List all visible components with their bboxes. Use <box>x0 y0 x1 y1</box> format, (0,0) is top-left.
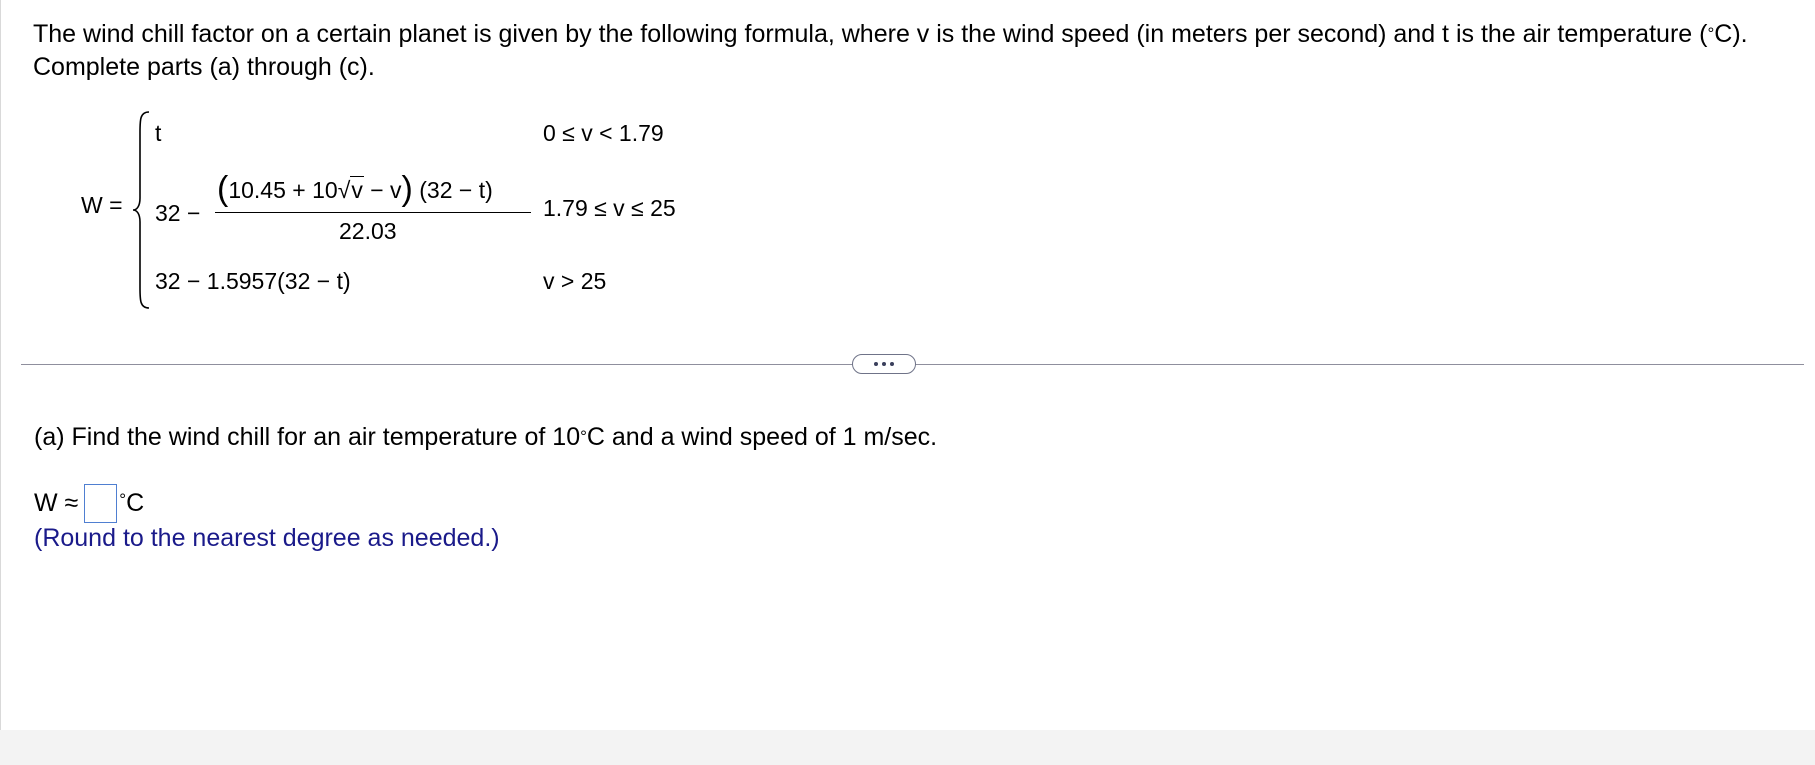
case2-prefix: 32 − <box>155 200 201 226</box>
case1-condition: 0 ≤ v < 1.79 <box>543 120 664 146</box>
degree-sign: ° <box>580 427 587 446</box>
case3-condition: v > 25 <box>543 268 607 294</box>
intro-text: The wind chill factor on a certain planet is given by the following formula, where v is the wind speed (in meters per second) and t is the air temperature ( <box>33 20 1708 48</box>
left-brace-icon <box>133 110 153 310</box>
answer-unit: C <box>126 488 145 517</box>
sqrt-argument: v <box>351 177 363 203</box>
rounding-hint: (Round to the nearest degree as needed.) <box>34 524 500 552</box>
answer-input[interactable] <box>84 484 117 523</box>
part-a-question <box>34 422 937 452</box>
expand-more-button[interactable] <box>852 354 916 374</box>
intro-text-end: C). Complete parts (a) through (c). <box>33 20 1748 81</box>
case1-expression: t <box>155 120 162 146</box>
numerator-part-a: 10.45 + 10 <box>228 177 338 203</box>
sqrt-icon: √ <box>337 177 351 203</box>
degree-sign: ° <box>1707 24 1715 43</box>
case2-numerator <box>217 168 493 207</box>
answer-row: W ≈ ° C <box>34 483 144 523</box>
ellipsis-icon <box>874 362 894 366</box>
part-a-text-end: C and a wind speed of 1 m/sec. <box>586 423 938 451</box>
formula-lhs: W = <box>81 192 123 218</box>
numerator-part-c: (32 − t) <box>412 177 493 203</box>
part-a-text: (a) Find the wind chill for an air temperature of 10 <box>34 423 581 451</box>
case3-expression: 32 − 1.5957(32 − t) <box>155 268 351 294</box>
case2-condition: 1.79 ≤ v ≤ 25 <box>543 195 676 221</box>
close-paren: ) <box>401 170 413 208</box>
numerator-part-b: − v <box>363 177 402 203</box>
piecewise-formula <box>1 100 721 320</box>
case2-denominator: 22.03 <box>339 218 397 244</box>
answer-label: W ≈ <box>34 488 79 517</box>
open-paren: ( <box>217 170 229 208</box>
problem-statement <box>33 18 1793 84</box>
fraction-bar <box>215 212 531 213</box>
